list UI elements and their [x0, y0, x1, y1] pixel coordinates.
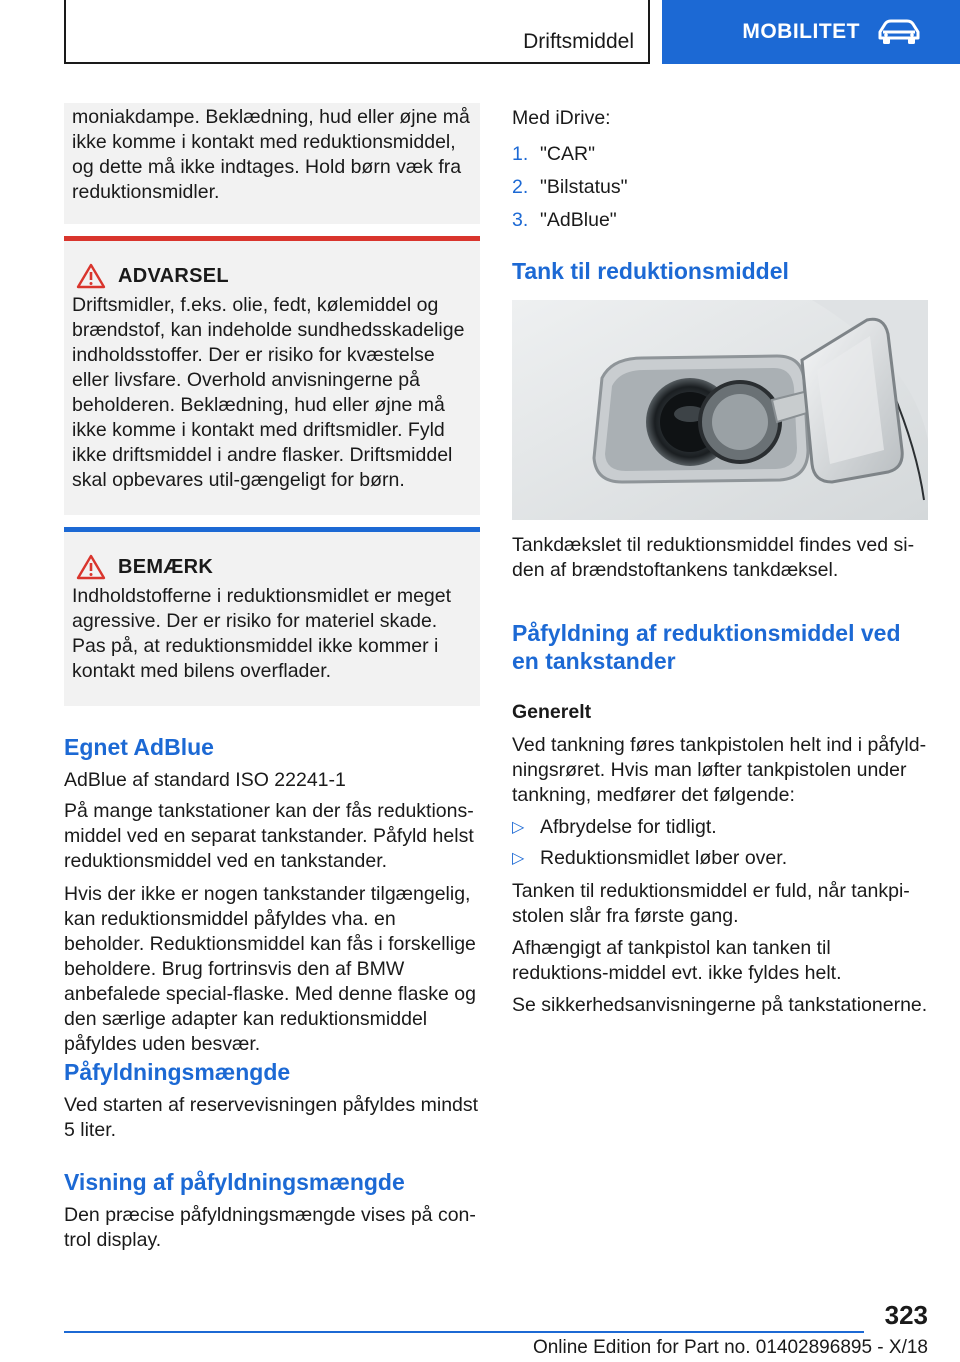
- step-number: 2.: [512, 176, 529, 198]
- page-number: 323: [884, 1300, 928, 1330]
- heading-visning: Visning af påfyldningsmængde: [64, 1169, 405, 1195]
- list-item: [512, 815, 717, 840]
- step-number: 1.: [512, 143, 529, 165]
- adblue-tankstation-text: På mange tankstationer kan der fås reduktions-middel ved en separat tankstander. Påfyld helst reduktionsmiddel ved en tankstander.: [64, 800, 474, 872]
- display-text: Den præcise påfyldningsmængde vises på con-trol display.: [64, 1204, 476, 1251]
- adblue-container-text: Hvis der ikke er nogen tankstander tilgængelig, kan reduktionsmiddel påfyldes vha. en beholder. Reduktionsmiddel kan fås i forskellige beholdere. Brug fortrinsvis den af BMW anbefalede special-flaske. Med denne flaske og den særlige adapter kan reduktionsmiddel påfyldes uden besvær.: [64, 883, 476, 1055]
- notice-header: [72, 554, 472, 580]
- list-item: [512, 175, 628, 200]
- safety-text: Se sikkerhedsanvisningerne på tankstationerne.: [512, 994, 928, 1016]
- warning-title: ADVARSEL: [118, 264, 229, 287]
- warning-header: [72, 263, 472, 289]
- bullet-text: Reduktionsmidlet løber over.: [540, 847, 788, 869]
- chapter-title: MOBILITET: [742, 20, 860, 43]
- warning-box: [64, 236, 480, 515]
- continued-warning-text: moniakdampe. Beklædning, hud eller øjne må ikke komme i kontakt med reduktionsmiddel, og dette må ikke indtages. Hold børn væk fra reduktionsmidler.: [72, 106, 470, 203]
- list-item: [512, 208, 617, 233]
- heading-paafyldning-tankstander: Påfyldning af reduktionsmiddel ved en tankstander: [512, 620, 901, 674]
- notice-title: BEMÆRK: [118, 555, 214, 578]
- car-icon: [874, 18, 924, 46]
- step-text: "CAR": [540, 143, 596, 165]
- tank-caption: Tankdækslet til reduktionsmiddel findes ved si-den af brændstoftankens tankdæksel.: [512, 534, 915, 581]
- subheading-generelt: Generelt: [512, 701, 592, 723]
- section-title: Driftsmiddel: [523, 30, 634, 53]
- filler-cap-photo: [512, 300, 928, 520]
- notice-text: Indholdstofferne i reduktionsmidlet er meget agressive. Der er risiko for materiel skade. Pas på, at reduktionsmiddel ikke kommer i kontakt med bilens overflader.: [72, 585, 452, 682]
- notice-box: [64, 527, 480, 706]
- bullet-triangle-icon: ▷: [512, 850, 525, 867]
- continued-warning-box: [64, 103, 480, 224]
- heading-paafyldningsmaengde: Påfyldningsmængde: [64, 1059, 291, 1085]
- full-tank-text: Tanken til reduktionsmiddel er fuld, når tankpi-stolen slår fra første gang.: [512, 880, 910, 927]
- list-item: [512, 142, 595, 167]
- notice-triangle-icon: [76, 554, 106, 580]
- list-item: [512, 846, 787, 871]
- bullet-text: Afbrydelse for tidligt.: [540, 816, 717, 838]
- heading-tank: Tank til reduktionsmiddel: [512, 258, 789, 284]
- warning-triangle-icon: [76, 263, 106, 289]
- step-number: 3.: [512, 209, 529, 231]
- chapter-tab: [662, 0, 960, 64]
- step-text: "Bilstatus": [540, 176, 628, 198]
- header-border-right: [648, 0, 650, 64]
- edition-text: Online Edition for Part no. 01402896895 - X/18: [532, 1337, 928, 1358]
- heading-egnet-adblue: Egnet AdBlue: [64, 734, 214, 760]
- idrive-intro: Med iDrive:: [512, 107, 611, 129]
- footer-rule: [64, 1331, 864, 1333]
- tankning-text: Ved tankning føres tankpistolen helt ind i påfyld-ningsrøret. Hvis man løfter tankpistolen under tankning, medfører det følgende:: [512, 734, 927, 806]
- pistol-text: Afhængigt af tankpistol kan tanken til reduktions-middel evt. ikke fyldes helt.: [512, 937, 842, 984]
- adblue-standard-text: AdBlue af standard ISO 22241-1: [64, 769, 346, 791]
- reserve-text: Ved starten af reservevisningen påfyldes mindst 5 liter.: [64, 1094, 479, 1141]
- header-border-left: [64, 0, 66, 64]
- warning-text: Driftsmidler, f.eks. olie, fedt, kølemiddel og brændstof, kan indeholde sundhedsskadelige indholdsstoffer. Der er risiko for kvæstelse eller livsfare. Overhold anvisningerne på beholderen. Beklædning, hud eller øjne må ikke komme i kontakt med driftsmidler. Fyld ikke driftsmiddel i andre flasker. Driftsmiddel skal opbevares util-gængeligt for børn.: [72, 294, 465, 491]
- step-text: "AdBlue": [540, 209, 617, 231]
- bullet-triangle-icon: ▷: [512, 819, 525, 836]
- header-rule: [64, 62, 649, 64]
